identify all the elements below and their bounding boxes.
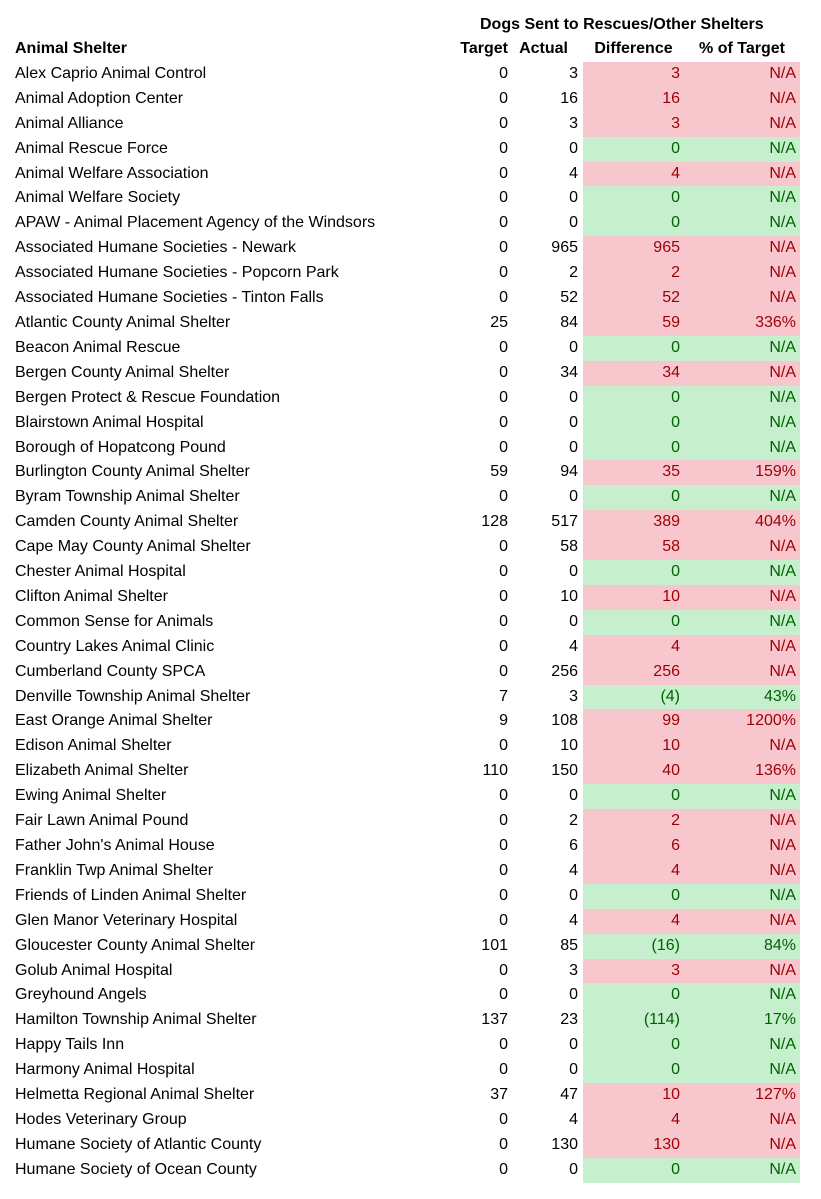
shelter-name-cell: Father John's Animal House: [15, 837, 215, 854]
actual-cell: 47: [560, 1086, 578, 1104]
actual-cell: 6: [569, 837, 578, 854]
actual-cell: 4: [569, 861, 578, 879]
target-cell: 0: [499, 413, 508, 431]
target-cell: 0: [499, 89, 508, 107]
shelter-name-cell: Glen Manor Veterinary Hospital: [15, 911, 238, 929]
actual-cell: 10: [560, 587, 578, 605]
percent-of-target-cell: N/A: [684, 186, 800, 211]
shelter-name-cell: Animal Rescue Force: [15, 139, 168, 157]
difference-cell: 0: [583, 211, 684, 236]
table-row: [0, 62, 800, 87]
percent-of-target-cell: N/A: [684, 859, 800, 884]
table-row: [0, 685, 800, 710]
shelter-name-cell: Associated Humane Societies - Newark: [15, 239, 297, 257]
target-cell: 0: [499, 886, 508, 904]
actual-cell: 150: [551, 762, 578, 780]
percent-of-target-cell: N/A: [684, 261, 800, 286]
shelter-name-cell: East Orange Animal Shelter: [15, 712, 213, 730]
shelter-name-cell: Alex Caprio Animal Control: [15, 64, 207, 82]
difference-cell: 0: [583, 1158, 684, 1183]
actual-cell: 52: [560, 289, 578, 307]
percent-of-target-cell: N/A: [684, 809, 800, 834]
percent-of-target-cell: 136%: [684, 759, 800, 784]
actual-cell: 2: [569, 812, 578, 830]
actual-cell: 256: [551, 662, 578, 680]
actual-cell: 94: [560, 463, 578, 481]
table-row: [0, 485, 800, 510]
percent-of-target-cell: N/A: [684, 112, 800, 137]
actual-cell: 0: [569, 563, 578, 581]
target-cell: 0: [499, 189, 508, 207]
percent-of-target-cell: N/A: [684, 784, 800, 809]
shelter-name-cell: Edison Animal Shelter: [15, 737, 172, 755]
actual-cell: 16: [560, 89, 578, 107]
table-row: [0, 336, 800, 361]
difference-cell: 99: [583, 709, 684, 734]
target-cell: 0: [499, 812, 508, 830]
difference-cell: 35: [583, 460, 684, 485]
table-row: [0, 635, 800, 660]
percent-of-target-cell: N/A: [684, 1158, 800, 1183]
target-cell: 0: [499, 861, 508, 879]
shelter-name-cell: Humane Society of Atlantic County: [15, 1135, 262, 1153]
shelter-name-cell: Bergen County Animal Shelter: [15, 363, 230, 381]
percent-of-target-cell: N/A: [684, 660, 800, 685]
difference-cell: 0: [583, 983, 684, 1008]
percent-of-target-cell: N/A: [684, 411, 800, 436]
difference-cell: 0: [583, 137, 684, 162]
table-body: [0, 62, 800, 1183]
difference-cell: 0: [583, 1033, 684, 1058]
target-cell: 0: [499, 563, 508, 581]
difference-cell: 34: [583, 361, 684, 386]
percent-of-target-cell: N/A: [684, 361, 800, 386]
difference-cell: 0: [583, 186, 684, 211]
difference-cell: 52: [583, 286, 684, 311]
target-cell: 0: [499, 139, 508, 157]
shelter-name-cell: Common Sense for Animals: [15, 612, 214, 630]
table-row: [0, 1108, 800, 1133]
table-row: [0, 1058, 800, 1083]
actual-cell: 3: [569, 961, 578, 979]
percent-of-target-cell: N/A: [684, 1033, 800, 1058]
target-cell: 0: [499, 1135, 508, 1153]
shelter-name-cell: Animal Welfare Association: [15, 164, 209, 182]
target-cell: 37: [490, 1086, 508, 1104]
target-cell: 0: [499, 488, 508, 506]
difference-cell: 2: [583, 809, 684, 834]
percent-of-target-cell: 17%: [684, 1008, 800, 1033]
percent-of-target-cell: N/A: [684, 162, 800, 187]
difference-cell: 0: [583, 610, 684, 635]
difference-cell: 389: [583, 510, 684, 535]
shelter-name-cell: Elizabeth Animal Shelter: [15, 762, 189, 780]
target-cell: 0: [499, 1061, 508, 1079]
actual-cell: 0: [569, 189, 578, 207]
difference-cell: (4): [583, 685, 684, 710]
table-row: [0, 460, 800, 485]
target-cell: 0: [499, 986, 508, 1004]
difference-cell: 0: [583, 560, 684, 585]
shelter-name-cell: Clifton Animal Shelter: [15, 587, 168, 605]
target-cell: 0: [499, 289, 508, 307]
shelter-name-cell: Happy Tails Inn: [15, 1036, 125, 1054]
difference-cell: 4: [583, 162, 684, 187]
percent-of-target-cell: N/A: [684, 62, 800, 87]
table-row: [0, 834, 800, 859]
shelter-name-cell: Hodes Veterinary Group: [15, 1110, 187, 1128]
target-cell: 0: [499, 637, 508, 655]
percent-of-target-cell: N/A: [684, 959, 800, 984]
table-row: [0, 610, 800, 635]
target-cell: 0: [499, 164, 508, 182]
shelter-name-cell: Bergen Protect & Rescue Foundation: [15, 388, 281, 406]
percent-of-target-cell: N/A: [684, 834, 800, 859]
target-cell: 0: [499, 612, 508, 630]
table-row: [0, 87, 800, 112]
percent-of-target-cell: 127%: [684, 1083, 800, 1108]
difference-cell: 0: [583, 386, 684, 411]
target-cell: 137: [481, 1011, 508, 1029]
header-row: [0, 37, 800, 62]
column-header-actual: Actual: [519, 40, 568, 57]
shelter-name-cell: Harmony Animal Hospital: [15, 1061, 195, 1079]
table-row: [0, 535, 800, 560]
difference-cell: 0: [583, 784, 684, 809]
difference-cell: 59: [583, 311, 684, 336]
target-cell: 0: [499, 338, 508, 356]
actual-cell: 0: [569, 1036, 578, 1054]
target-cell: 0: [499, 363, 508, 381]
actual-cell: 2: [569, 264, 578, 282]
table-row: [0, 112, 800, 137]
shelter-name-cell: Borough of Hopatcong Pound: [15, 438, 226, 456]
actual-cell: 10: [560, 737, 578, 755]
shelter-name-cell: Burlington County Animal Shelter: [15, 463, 250, 481]
table-row: [0, 1158, 800, 1183]
actual-cell: 0: [569, 214, 578, 232]
table-row: [0, 137, 800, 162]
actual-cell: 0: [569, 338, 578, 356]
actual-cell: 3: [569, 114, 578, 132]
percent-of-target-cell: 336%: [684, 311, 800, 336]
table-row: [0, 734, 800, 759]
target-cell: 0: [499, 438, 508, 456]
difference-cell: 10: [583, 585, 684, 610]
table-row: [0, 660, 800, 685]
percent-of-target-cell: N/A: [684, 734, 800, 759]
actual-cell: 0: [569, 612, 578, 630]
actual-cell: 130: [551, 1135, 578, 1153]
actual-cell: 0: [569, 438, 578, 456]
table-row: [0, 585, 800, 610]
difference-cell: 16: [583, 87, 684, 112]
target-cell: 9: [499, 712, 508, 730]
percent-of-target-cell: N/A: [684, 236, 800, 261]
percent-of-target-cell: N/A: [684, 635, 800, 660]
difference-cell: 58: [583, 535, 684, 560]
difference-cell: 10: [583, 734, 684, 759]
actual-cell: 0: [569, 488, 578, 506]
shelter-name-cell: Helmetta Regional Animal Shelter: [15, 1086, 255, 1104]
actual-cell: 0: [569, 1160, 578, 1178]
difference-cell: (114): [583, 1008, 684, 1033]
table-row: [0, 1033, 800, 1058]
difference-cell: 3: [583, 62, 684, 87]
percent-of-target-cell: 43%: [684, 685, 800, 710]
difference-cell: 0: [583, 411, 684, 436]
column-header-shelter: Animal Shelter: [15, 40, 128, 57]
difference-cell: 4: [583, 635, 684, 660]
difference-cell: 0: [583, 884, 684, 909]
percent-of-target-cell: N/A: [684, 909, 800, 934]
table-row: [0, 162, 800, 187]
target-cell: 0: [499, 64, 508, 82]
shelter-name-cell: Cumberland County SPCA: [15, 662, 206, 680]
actual-cell: 58: [560, 538, 578, 556]
table-row: [0, 560, 800, 585]
table-row: [0, 361, 800, 386]
difference-cell: 2: [583, 261, 684, 286]
table-row: [0, 1133, 800, 1158]
target-cell: 0: [499, 114, 508, 132]
group-header-label: Dogs Sent to Rescues/Other Shelters: [480, 16, 764, 33]
percent-of-target-cell: N/A: [684, 884, 800, 909]
shelter-name-cell: Beacon Animal Rescue: [15, 338, 181, 356]
shelter-name-cell: Associated Humane Societies - Tinton Falls: [15, 289, 324, 307]
shelter-name-cell: Chester Animal Hospital: [15, 563, 186, 581]
actual-cell: 4: [569, 164, 578, 182]
actual-cell: 108: [551, 712, 578, 730]
column-header-percent: % of Target: [699, 40, 785, 57]
actual-cell: 85: [560, 936, 578, 954]
target-cell: 0: [499, 587, 508, 605]
target-cell: 0: [499, 662, 508, 680]
target-cell: 128: [481, 513, 508, 531]
target-cell: 101: [481, 936, 508, 954]
percent-of-target-cell: N/A: [684, 585, 800, 610]
shelter-name-cell: Animal Welfare Society: [15, 189, 181, 207]
actual-cell: 0: [569, 388, 578, 406]
percent-of-target-cell: 1200%: [684, 709, 800, 734]
table-row: [0, 286, 800, 311]
target-cell: 0: [499, 787, 508, 805]
table-row: [0, 236, 800, 261]
percent-of-target-cell: N/A: [684, 983, 800, 1008]
table-row: [0, 211, 800, 236]
table-row: [0, 709, 800, 734]
target-cell: 0: [499, 837, 508, 854]
table-row: [0, 959, 800, 984]
difference-cell: 4: [583, 1108, 684, 1133]
shelter-table: [0, 37, 800, 1183]
difference-cell: 0: [583, 1058, 684, 1083]
target-cell: 0: [499, 1036, 508, 1054]
target-cell: 0: [499, 911, 508, 929]
difference-cell: 3: [583, 112, 684, 137]
actual-cell: 965: [551, 239, 578, 257]
column-header-difference: Difference: [594, 40, 673, 57]
difference-cell: 130: [583, 1133, 684, 1158]
percent-of-target-cell: N/A: [684, 485, 800, 510]
target-cell: 110: [482, 762, 508, 780]
shelter-name-cell: Associated Humane Societies - Popcorn Park: [15, 264, 339, 282]
difference-cell: 256: [583, 660, 684, 685]
percent-of-target-cell: 84%: [684, 934, 800, 959]
table-row: [0, 759, 800, 784]
target-cell: 0: [499, 961, 508, 979]
target-cell: 25: [490, 313, 508, 331]
shelter-name-cell: Byram Township Animal Shelter: [15, 488, 240, 506]
difference-cell: 0: [583, 485, 684, 510]
actual-cell: 0: [569, 139, 578, 157]
actual-cell: 0: [569, 986, 578, 1004]
table-row: [0, 311, 800, 336]
shelter-name-cell: Ewing Animal Shelter: [15, 787, 167, 805]
table-row: [0, 436, 800, 461]
table-row: [0, 859, 800, 884]
difference-cell: 0: [583, 336, 684, 361]
target-cell: 0: [499, 239, 508, 257]
table-row: [0, 784, 800, 809]
shelter-name-cell: APAW - Animal Placement Agency of the Windsors: [15, 214, 376, 232]
column-header-target: Target: [460, 40, 508, 57]
table-row: [0, 909, 800, 934]
percent-of-target-cell: N/A: [684, 336, 800, 361]
table-row: [0, 934, 800, 959]
percent-of-target-cell: N/A: [684, 286, 800, 311]
actual-cell: 517: [551, 513, 578, 531]
table-row: [0, 1008, 800, 1033]
table-row: [0, 186, 800, 211]
target-cell: 0: [499, 538, 508, 556]
table-row: [0, 983, 800, 1008]
difference-cell: 10: [583, 1083, 684, 1108]
percent-of-target-cell: N/A: [684, 560, 800, 585]
difference-cell: 4: [583, 859, 684, 884]
percent-of-target-cell: N/A: [684, 610, 800, 635]
shelter-name-cell: Animal Adoption Center: [15, 89, 184, 107]
percent-of-target-cell: N/A: [684, 1108, 800, 1133]
percent-of-target-cell: 159%: [684, 460, 800, 485]
difference-cell: 3: [583, 959, 684, 984]
actual-cell: 4: [569, 1110, 578, 1128]
actual-cell: 0: [569, 1061, 578, 1079]
actual-cell: 4: [569, 911, 578, 929]
table-row: [0, 1083, 800, 1108]
target-cell: 0: [499, 1160, 508, 1178]
difference-cell: 4: [583, 909, 684, 934]
shelter-name-cell: Animal Alliance: [15, 114, 124, 132]
actual-cell: 4: [569, 637, 578, 655]
actual-cell: 0: [569, 787, 578, 805]
actual-cell: 34: [560, 363, 578, 381]
difference-cell: 6: [583, 834, 684, 859]
actual-cell: 23: [560, 1011, 578, 1029]
percent-of-target-cell: N/A: [684, 436, 800, 461]
shelter-name-cell: Atlantic County Animal Shelter: [15, 313, 231, 331]
table-row: [0, 411, 800, 436]
group-header: [450, 12, 805, 37]
shelter-name-cell: Fair Lawn Animal Pound: [15, 812, 189, 830]
target-cell: 0: [499, 214, 508, 232]
target-cell: 59: [490, 463, 508, 481]
shelter-name-cell: Camden County Animal Shelter: [15, 513, 239, 531]
table-row: [0, 884, 800, 909]
percent-of-target-cell: N/A: [684, 137, 800, 162]
shelter-name-cell: Hamilton Township Animal Shelter: [15, 1011, 257, 1029]
actual-cell: 3: [569, 64, 578, 82]
shelter-name-cell: Blairstown Animal Hospital: [15, 413, 204, 431]
difference-cell: 40: [583, 759, 684, 784]
actual-cell: 0: [569, 413, 578, 431]
target-cell: 0: [499, 264, 508, 282]
difference-cell: (16): [583, 934, 684, 959]
percent-of-target-cell: 404%: [684, 510, 800, 535]
shelter-name-cell: Greyhound Angels: [15, 986, 147, 1004]
percent-of-target-cell: N/A: [684, 87, 800, 112]
actual-cell: 84: [560, 313, 578, 331]
actual-cell: 0: [569, 886, 578, 904]
difference-cell: 965: [583, 236, 684, 261]
percent-of-target-cell: N/A: [684, 1058, 800, 1083]
percent-of-target-cell: N/A: [684, 386, 800, 411]
shelter-name-cell: Franklin Twp Animal Shelter: [15, 861, 214, 879]
shelter-name-cell: Gloucester County Animal Shelter: [15, 936, 256, 954]
shelter-name-cell: Country Lakes Animal Clinic: [15, 637, 215, 655]
target-cell: 0: [499, 388, 508, 406]
target-cell: 0: [499, 737, 508, 755]
table-row: [0, 261, 800, 286]
difference-cell: 0: [583, 436, 684, 461]
shelter-name-cell: Humane Society of Ocean County: [15, 1160, 257, 1178]
target-cell: 0: [499, 1110, 508, 1128]
target-cell: 7: [499, 687, 508, 705]
percent-of-target-cell: N/A: [684, 211, 800, 236]
shelter-name-cell: Denville Township Animal Shelter: [15, 687, 251, 705]
shelter-name-cell: Golub Animal Hospital: [15, 961, 173, 979]
table-row: [0, 809, 800, 834]
actual-cell: 3: [569, 687, 578, 705]
table-row: [0, 510, 800, 535]
percent-of-target-cell: N/A: [684, 1133, 800, 1158]
table-row: [0, 386, 800, 411]
percent-of-target-cell: N/A: [684, 535, 800, 560]
shelter-name-cell: Friends of Linden Animal Shelter: [15, 886, 247, 904]
shelter-name-cell: Cape May County Animal Shelter: [15, 538, 251, 556]
